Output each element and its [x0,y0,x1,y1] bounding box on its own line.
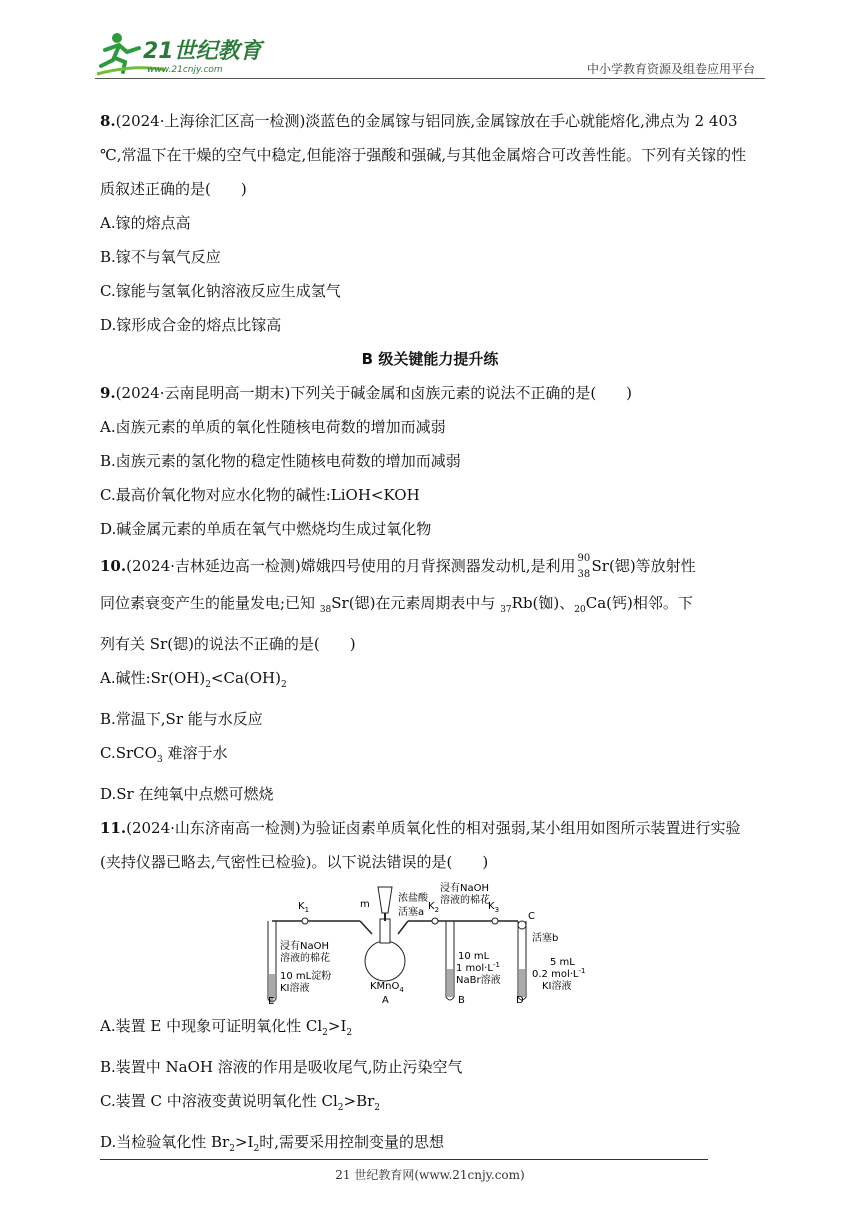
k2-label: $K_2$ [428,901,440,914]
svg-text:21世纪教育: 21世纪教育 [143,39,262,64]
valve-b-label: 活塞b [532,933,559,944]
left-cotton-label: 浸有NaOH 溶液的棉花 [280,941,330,964]
right-cotton-label: 浸有NaOH 溶液的棉花 [440,883,490,906]
question-9-stem: 9.(2024·云南昆明高一期末)下列关于碱金属和卤族元素的说法不正确的是( ) [100,384,633,402]
conc-hcl-label: 浓盐酸 [398,893,428,904]
nabr-label: 10 mL 1 $mol\cdot L^{-1}$ NaBr溶液 [456,951,501,986]
page-footer[interactable]: 21 世纪教育网(www.21cnjy.com) [335,1168,525,1182]
valve-a-label: 活塞a [398,907,425,918]
question-8-option-b: B.镓不与氧气反应 [100,248,221,266]
question-9-option-b: B.卤族元素的氢化物的稳定性随核电荷数的增加而减弱 [100,452,461,470]
k1-label: $K_1$ [298,901,310,914]
question-11-option-d: D.当检验氧化性 $Br_2>I_2$时,需要采用控制变量的思想 [100,1133,444,1154]
label-a: A [382,995,389,1006]
label-c: C [528,911,535,922]
question-10-option-c: C.SrCO$_3$ 难溶于水 [100,744,228,765]
question-11-option-b: B.装置中 NaOH 溶液的作用是吸收尾气,防止污染空气 [100,1058,463,1076]
nuclide-sr90: 90 38 [577,553,591,580]
header-divider [95,78,765,79]
question-8-stem: 8.(2024·上海徐汇区高一检测)淡蓝色的金属镓与铝同族,金属镓放在手心就能熔化,沸点为 2 403 ℃,常温下在干燥的空气中稳定,但能溶于强酸和强碱,与其他金属熔合可改善性能。下列有关镓的性质叙述正确的是( ) [100,112,747,198]
question-8-option-d: D.镓形成合金的熔点比镓高 [100,316,282,334]
question-9-option-a: A.卤族元素的单质的氧化性随核电荷数的增加而减弱 [100,418,446,436]
question-10-option-b: B.常温下,Sr 能与水反应 [100,710,263,728]
label-d: D [516,995,524,1006]
question-11-stem: 11.(2024·山东济南高一检测)为验证卤素单质氧化性的相对强弱,某小组用如图所示装置进行实验(夹持仪器已略去,气密性已检验)。以下说法错误的是( ) [100,819,741,871]
platform-title: 中小学教育资源及组卷应用平台 [586,62,755,76]
apparatus-diagram [100,879,760,1009]
question-10-stem: 10.(2024·吉林延边高一检测)嫦娥四号使用的月背探测器发动机,是利用 90 38 Sr(锶)等放射性 [100,553,696,580]
section-title: B 级关键能力提升练 [361,350,499,368]
question-10-option-a: A.碱性$:Sr(OH)_2<Ca(OH)_2$ [100,669,287,690]
m-label: m [360,899,370,910]
question-10-stem-line2: 同位素衰变产生的能量发电;已知 $_{38}$Sr(锶)在元素周期表中与 $_{37}$Rb(铷)、$_{20}$Ca(钙)相邻。下 [100,594,693,615]
ki-label: 5 mL 0.2 $mol\cdot L^{-1}$ KI溶液 [532,957,586,992]
question-8-option-c: C.镓能与氢氧化钠溶液反应生成氢气 [100,282,341,300]
question-11-option-a: A.装置 E 中现象可证明氧化性 $Cl_2>I_2$ [100,1017,353,1038]
question-10-option-d: D.Sr 在纯氧中点燃可燃烧 [100,785,274,803]
page-header [95,30,765,80]
logo [95,30,265,78]
question-9-option-c: C.最高价氧化物对应水化物的碱性:LiOH<KOH [100,486,420,504]
footer-divider [100,1159,708,1160]
question-9-option-d: D.碱金属元素的单质在氧气中燃烧均生成过氧化物 [100,520,432,538]
question-content [100,104,760,1166]
question-10-stem-line3: 列有关 Sr(锶)的说法不正确的是( ) [100,635,356,653]
question-11-option-c: C.装置 C 中溶液变黄说明氧化性 $Cl_2>Br_2$ [100,1092,381,1113]
kmno4-label: KMnO$_4$ [370,981,404,994]
label-b: B [458,995,465,1006]
svg-text:www.21cnjy.com: www.21cnjy.com [147,65,223,75]
k3-label: $K_3$ [488,901,500,914]
question-8-option-a: A.镓的熔点高 [100,214,191,232]
starch-ki-label: 10 mL淀粉 KI溶液 [280,971,332,994]
label-e: E [268,996,275,1007]
